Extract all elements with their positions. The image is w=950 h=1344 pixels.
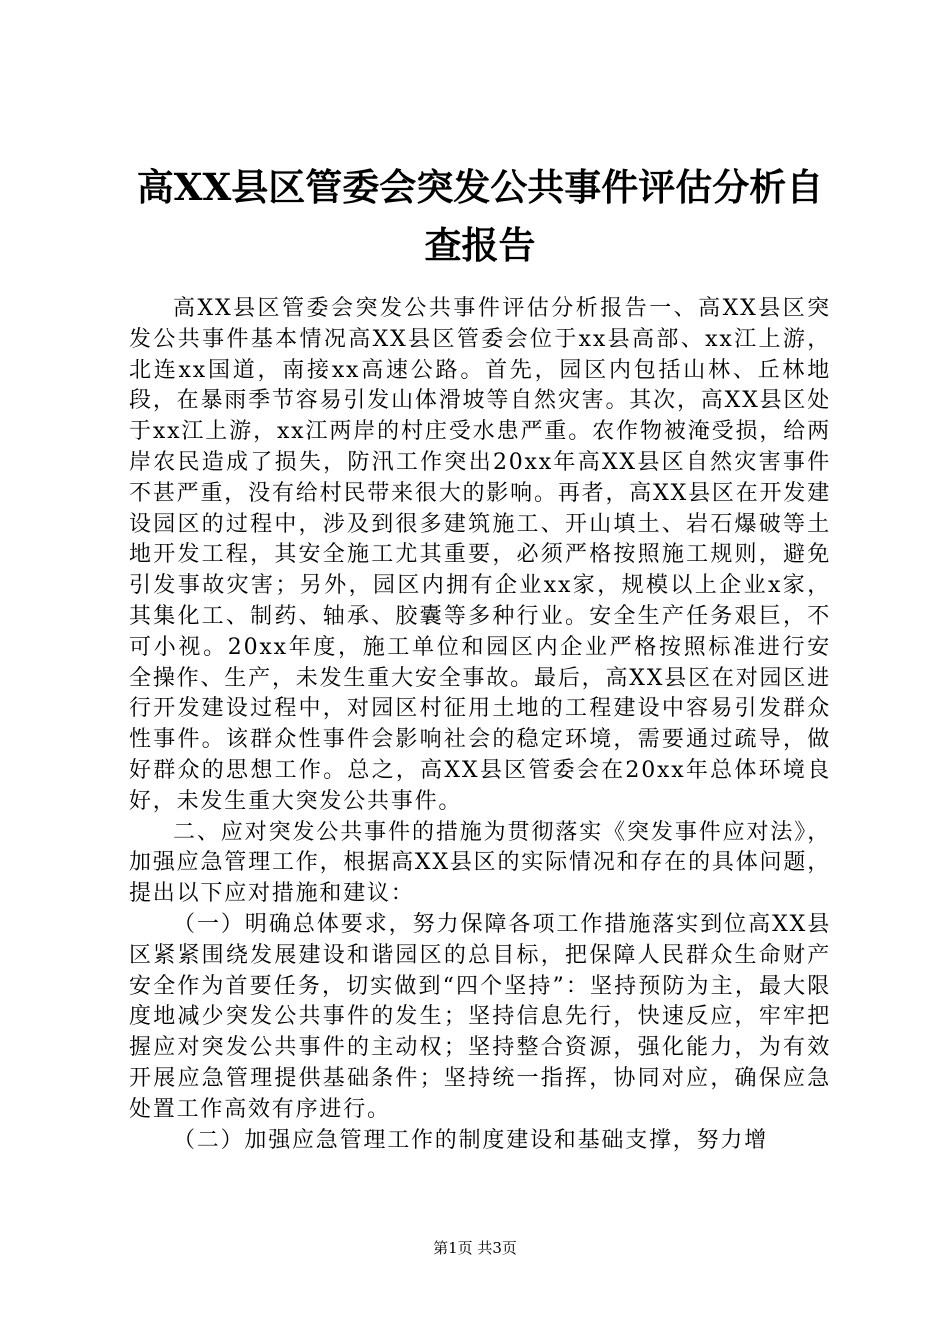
body-paragraph: （一）明确总体要求，努力保障各项工作措施落实到位高XX县区紧紧围绕发展建设和谐园区的总目标，把保障人民群众生命财产安全作为首要任务，切实做到“四个坚持”：坚持预防为主，最大限度地减少突发公共事件的发生；坚持信息先行，快速反应，牢牢把握应对突发公共事件的主动权；坚持整合资源，强化能力，为有效开展应急管理提供基础条件；坚持统一指挥，协同对应，确保应急处置工作高效有序进行。	[129, 911, 831, 1122]
document-body	[129, 294, 831, 1156]
page-number-footer: 第1页 共3页	[433, 1239, 517, 1257]
body-paragraph: 高XX县区管委会突发公共事件评估分析报告一、高XX县区突发公共事件基本情况高XX县区管委会位于xx县高部、xx江上游，北连xx国道，南接xx高速公路。首先，园区内包括山林、丘林地段，在暴雨季节容易引发山体滑坡等自然灾害。其次，高XX县区处于xx江上游，xx江两岸的村庄受水患严重。农作物被淹受损，给两岸农民造成了损失，防汛工作突出20xx年高XX县区自然灾害事件不甚严重，没有给村民带来很大的影响。再者，高XX县区在开发建设园区的过程中，涉及到很多建筑施工、开山填土、岩石爆破等土地开发工程，其安全施工尤其重要，必须严格按照施工规则，避免引发事故灾害；另外，园区内拥有企业xx家，规模以上企业x家，其集化工、制药、轴承、胶囊等多种行业。安全生产任务艰巨，不可小视。20xx年度，施工单位和园区内企业严格按照标准进行安全操作、生产，未发生重大安全事故。最后，高XX县区在对园区进行开发建设过程中，对园区村征用土地的工程建设中容易引发群众性事件。该群众性事件会影响社会的稳定环境，需要通过疏导，做好群众的思想工作。总之，高XX县区管委会在20xx年总体环境良好，未发生重大突发公共事件。	[129, 296, 831, 814]
body-paragraph: （二）加强应急管理工作的制度建设和基础支撑，努力增	[173, 1127, 769, 1153]
document-title: 高XX县区管委会突发公共事件评估分析自查报告	[136, 165, 824, 267]
body-paragraph: 二、应对突发公共事件的措施为贯彻落实《突发事件应对法》，加强应急管理工作，根据高XX县区的实际情况和存在的具体问题，提出以下应对措施和建议：	[129, 819, 831, 907]
